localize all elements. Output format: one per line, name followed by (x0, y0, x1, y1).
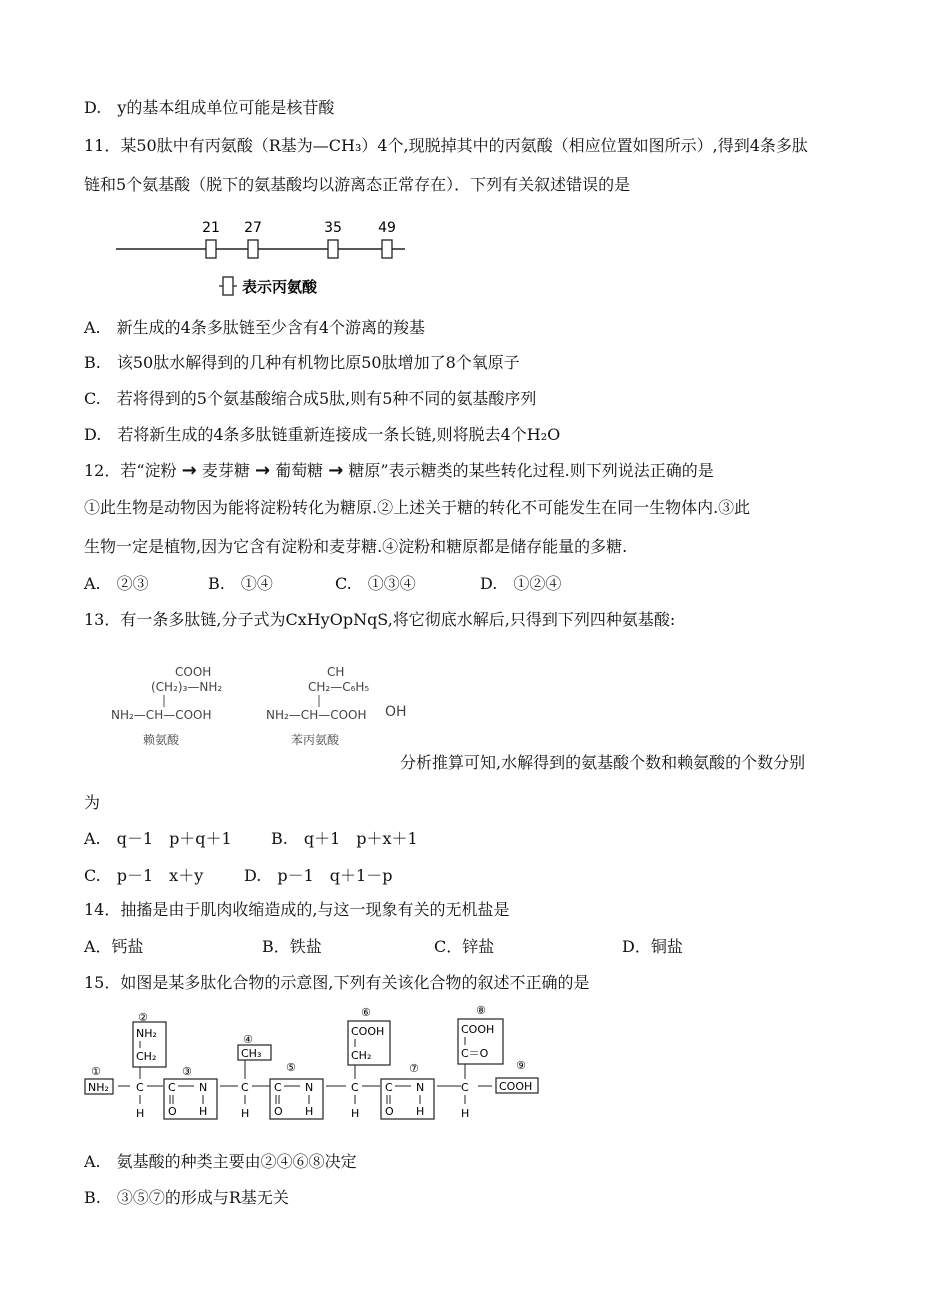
q13-analysis-end: 为 (84, 793, 101, 812)
position-marker-21 (202, 220, 220, 258)
q12-option-c: C. ①③④ (335, 574, 416, 593)
svg-text:O: O (168, 1105, 177, 1118)
svg-text:35: 35 (324, 220, 342, 236)
svg-text:OH: OH (385, 704, 407, 720)
q11-stem-line2: 链和5个氨基酸（脱下的氨基酸均以游离态正常存在）．下列有关叙述错误的是 (84, 175, 631, 194)
svg-text:C: C (241, 1081, 249, 1094)
label-5: ⑤ (286, 1061, 296, 1074)
svg-text:H: H (241, 1107, 250, 1120)
svg-text:21: 21 (202, 220, 220, 236)
svg-text:O: O (385, 1105, 394, 1118)
svg-text:H: H (199, 1105, 208, 1118)
svg-text:NH₂: NH₂ (88, 1081, 109, 1094)
position-marker-49 (378, 220, 396, 258)
svg-text:C: C (461, 1081, 469, 1094)
q14-option-b: B．铁盐 (262, 937, 322, 956)
svg-text:C: C (385, 1081, 393, 1094)
svg-text:赖氨酸: 赖氨酸 (143, 733, 180, 747)
svg-text:COOH: COOH (499, 1080, 533, 1093)
q12-maltose: 麦芽糖 (201, 461, 250, 480)
svg-text:N: N (305, 1081, 314, 1094)
q14-option-a: A．钙盐 (84, 937, 144, 956)
svg-text:COOH: COOH (351, 1025, 385, 1038)
label-7: ⑦ (409, 1062, 419, 1075)
svg-text:苯丙氨酸: 苯丙氨酸 (291, 733, 340, 747)
q15-stem: 15．如图是某多肽化合物的示意图,下列有关该化合物的叙述不正确的是 (84, 973, 590, 992)
q11-stem-line1: 11．某50肽中有丙氨酸（R基为—CH₃）4个,现脱掉其中的丙氨酸（相应位置如图所示）,得到4条多肽 (84, 136, 808, 155)
q13-analysis: 分析推算可知,水解得到的氨基酸个数和赖氨酸的个数分别 (400, 753, 806, 772)
svg-text:CH₂: CH₂ (351, 1049, 372, 1062)
q13-option-b: B. q＋1 p＋x＋1 (271, 829, 418, 848)
q14-stem: 14．抽搐是由于肌肉收缩造成的,与这一现象有关的无机盐是 (84, 900, 510, 919)
phenylalanine-structure (266, 665, 407, 747)
q15-option-b: B. ③⑤⑦的形成与R基无关 (84, 1188, 289, 1207)
q13-option-a: A. q－1 p＋q＋1 (84, 829, 232, 848)
svg-text:COOH: COOH (461, 1023, 495, 1036)
q14-option-c: C．锌盐 (434, 937, 495, 956)
svg-text:C＝O: C＝O (461, 1047, 489, 1060)
q12-stem-end: 糖原”表示糖类的某些转化过程.则下列说法正确的是 (348, 461, 714, 480)
arrow-icon: → (254, 460, 271, 481)
q12-statement-line1: ①此生物是动物因为能将淀粉转化为糖原.②上述关于糖的转化不可能发生在同一生物体内.③此 (84, 498, 751, 517)
svg-text:C: C (136, 1081, 144, 1094)
q12-statement-line2: 生物一定是植物,因为它含有淀粉和麦芽糖.④淀粉和糖原都是储存能量的多糖. (84, 537, 628, 556)
q12-option-a: A. ②③ (84, 574, 149, 593)
lysine-structure (111, 665, 222, 747)
svg-text:N: N (199, 1081, 208, 1094)
label-8: ⑧ (476, 1004, 486, 1017)
q11-option-c: C. 若将得到的5个氨基酸缩合成5肽,则有5种不同的氨基酸序列 (84, 389, 537, 408)
legend-alanine (219, 277, 318, 296)
position-marker-27 (244, 220, 262, 258)
label-1: ① (91, 1065, 101, 1078)
svg-text:CH₃: CH₃ (241, 1047, 262, 1060)
q11-alanine-position-diagram (110, 212, 420, 304)
label-4: ④ (243, 1033, 253, 1046)
svg-text:O: O (274, 1105, 283, 1118)
label-6: ⑥ (361, 1006, 371, 1019)
q12-stem-start: 12．若“淀粉 (84, 461, 177, 480)
q15-option-a: A. 氨基酸的种类主要由②④⑥⑧决定 (84, 1152, 357, 1171)
q13-stem: 13．有一条多肽链,分子式为CxHyOpNqS,将它彻底水解后,只得到下列四种氨基酸: (84, 610, 676, 629)
svg-text:H: H (305, 1105, 314, 1118)
svg-text:H: H (136, 1107, 145, 1120)
q10-option-d: D. y的基本组成单位可能是核苷酸 (84, 98, 335, 117)
svg-text:N: N (416, 1081, 425, 1094)
svg-text:NH₂—CH—COOH: NH₂—CH—COOH (266, 708, 367, 722)
svg-text:C: C (351, 1081, 359, 1094)
svg-text:CH: CH (327, 665, 345, 679)
q11-option-a: A. 新生成的4条多肽链至少含有4个游离的羧基 (84, 318, 426, 337)
svg-text:NH₂—CH—COOH: NH₂—CH—COOH (111, 708, 212, 722)
label-2: ② (138, 1011, 148, 1024)
q12-option-b: B. ①④ (208, 574, 273, 593)
arrow-icon: → (181, 460, 197, 481)
svg-text:C: C (274, 1081, 282, 1094)
svg-text:H: H (416, 1105, 425, 1118)
svg-text:C: C (168, 1081, 176, 1094)
svg-text:H: H (351, 1107, 360, 1120)
q12-option-d: D. ①②④ (480, 574, 562, 593)
q14-option-d: D．铜盐 (622, 937, 683, 956)
svg-text:CH₂: CH₂ (136, 1050, 157, 1063)
arrow-icon: → (328, 460, 344, 481)
q12-glucose: 葡萄糖 (275, 461, 324, 480)
svg-text:NH₂: NH₂ (136, 1027, 157, 1040)
q12-stem (84, 461, 714, 481)
svg-text:CH₂—C₆H₅: CH₂—C₆H₅ (308, 680, 370, 694)
position-marker-35 (324, 220, 342, 258)
label-9: ⑨ (516, 1059, 526, 1072)
label-3: ③ (182, 1065, 192, 1078)
q13-option-d: D. p－1 q＋1－p (244, 866, 393, 885)
svg-text:(CH₂)₃—NH₂: (CH₂)₃—NH₂ (151, 680, 223, 694)
svg-text:27: 27 (244, 220, 262, 236)
svg-text:表示丙氨酸: 表示丙氨酸 (242, 278, 318, 296)
q13-amino-acid-structures (105, 664, 415, 750)
svg-text:49: 49 (378, 220, 396, 236)
svg-text:H: H (461, 1107, 470, 1120)
svg-text:COOH: COOH (175, 665, 212, 679)
q11-option-d: D. 若将新生成的4条多肽链重新连接成一条长链,则将脱去4个H₂O (84, 425, 561, 444)
q13-option-c: C. p－1 x＋y (84, 866, 204, 885)
q11-option-b: B. 该50肽水解得到的几种有机物比原50肽增加了8个氧原子 (84, 353, 520, 372)
q15-polypeptide-diagram (80, 1003, 550, 1125)
